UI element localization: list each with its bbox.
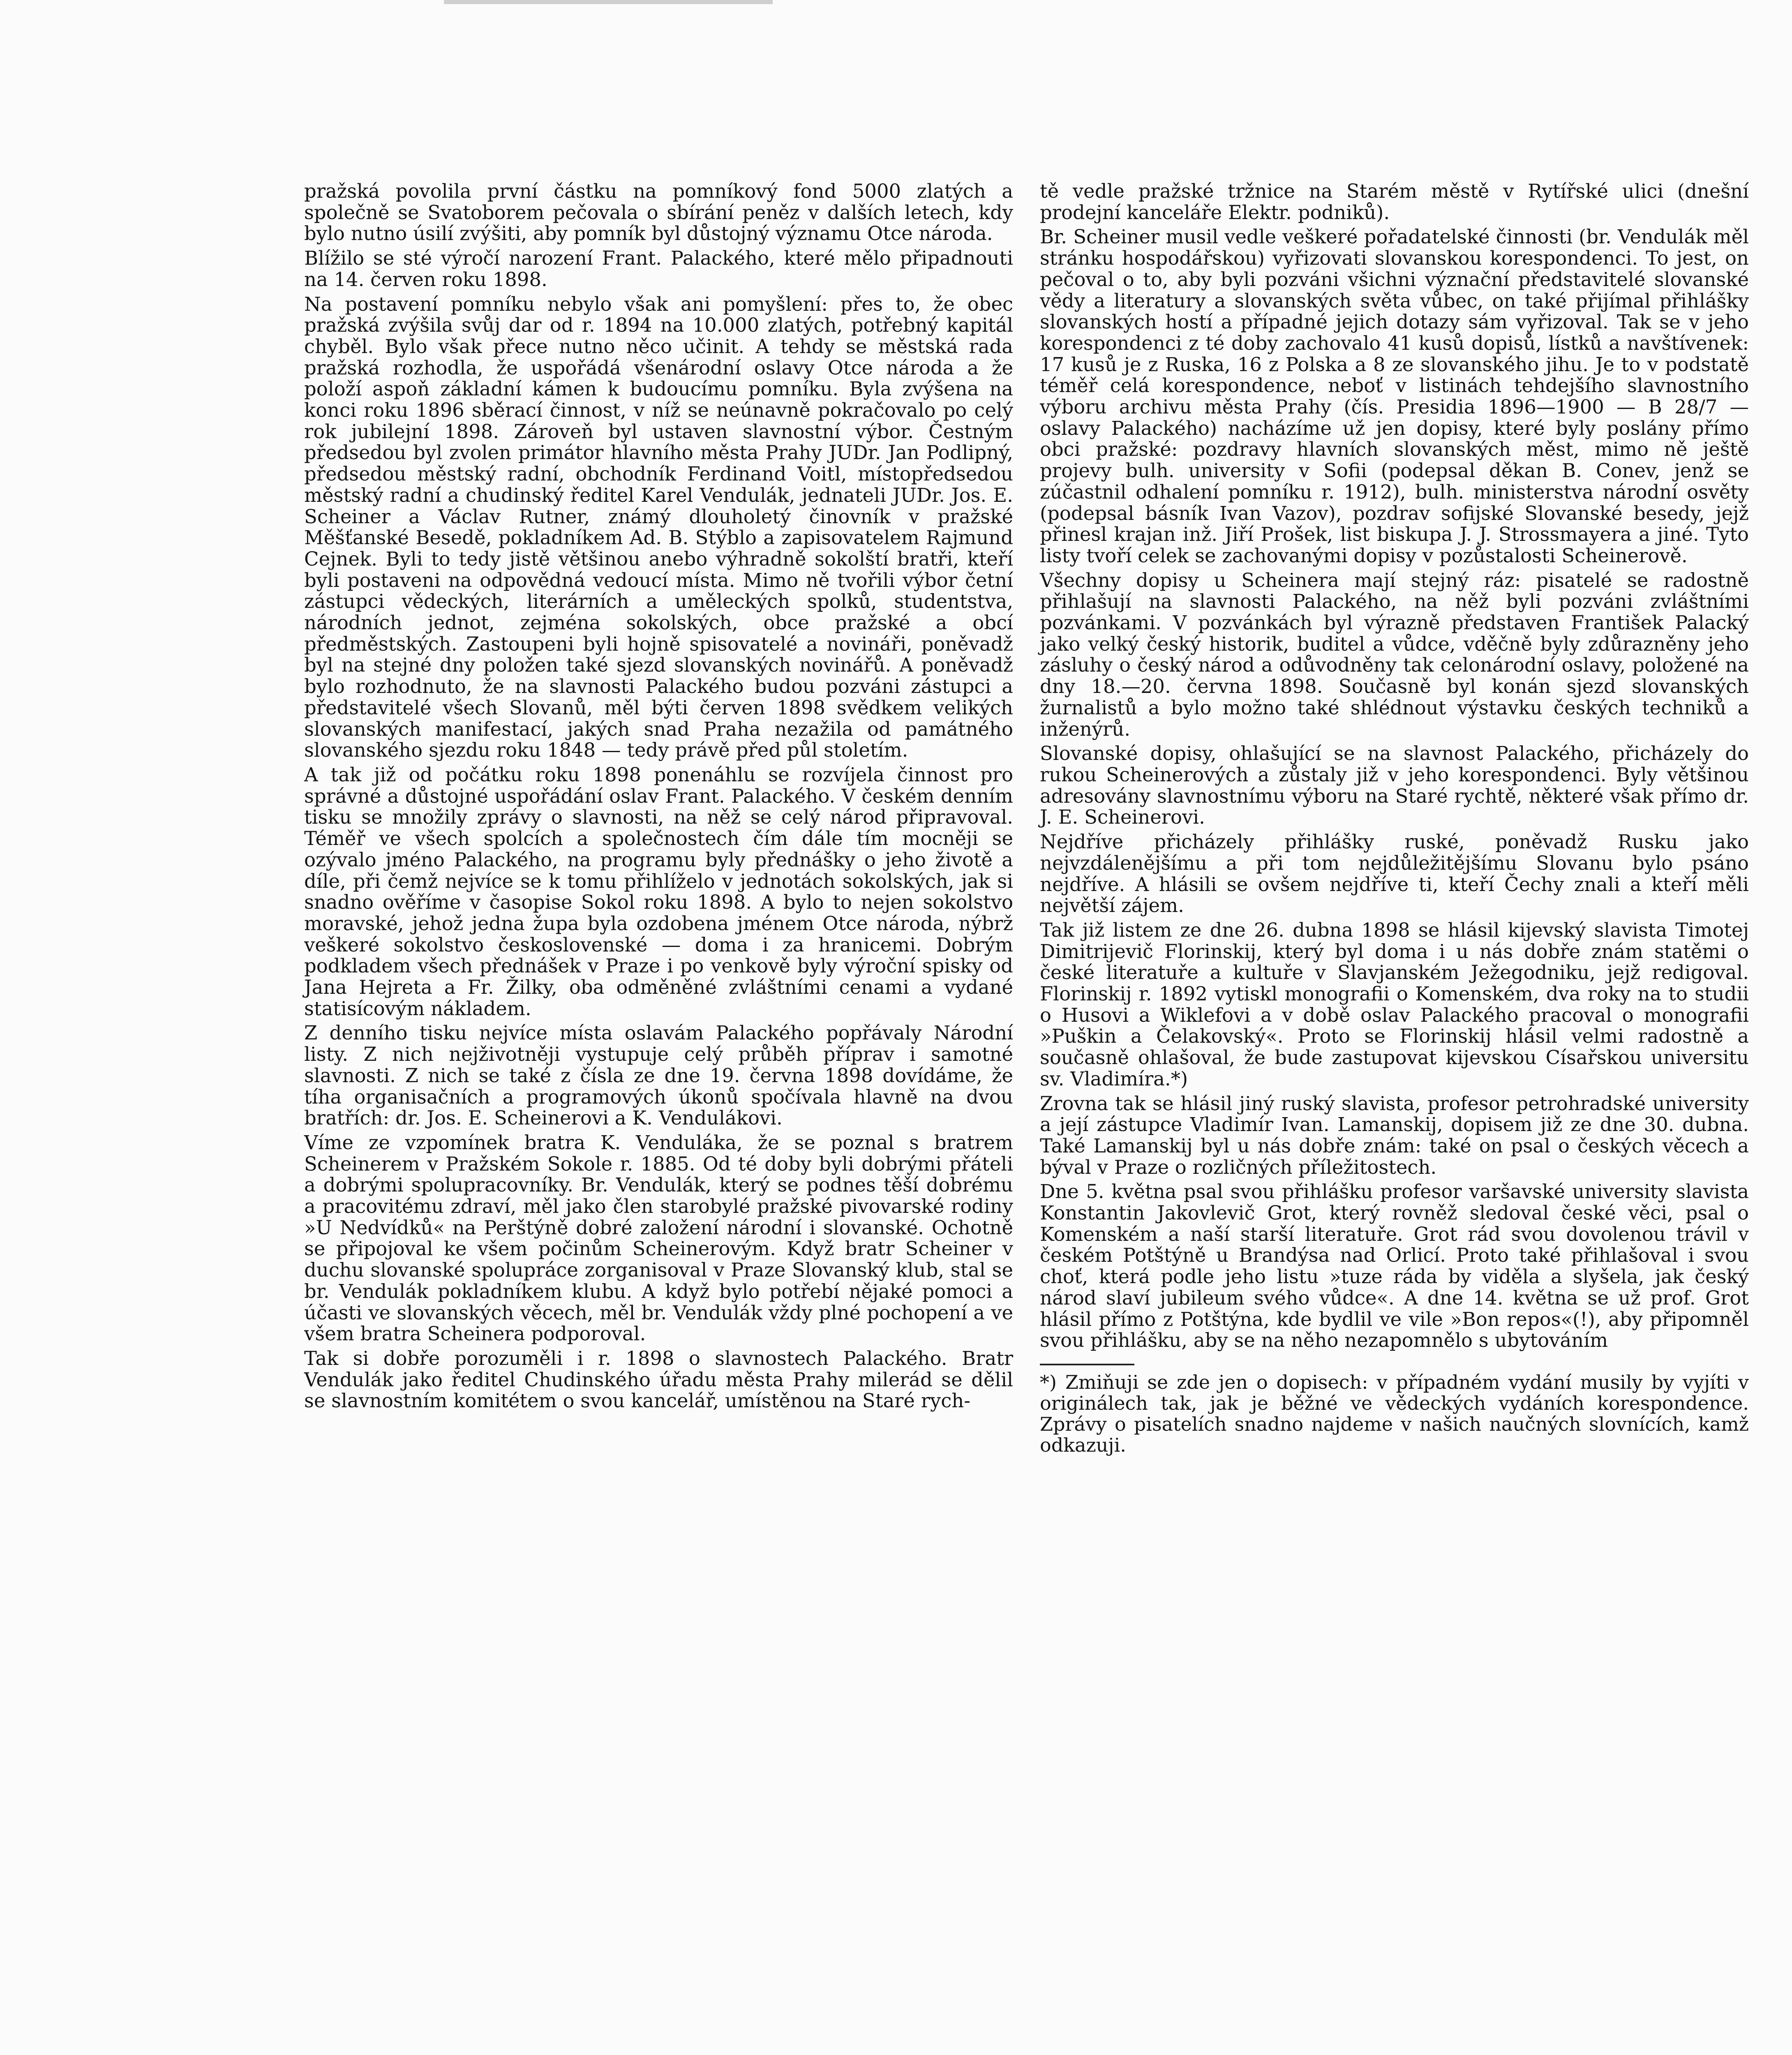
paragraph: A tak již od počátku roku 1898 ponenáhlu se rozvíjela činnost pro správné a důstojné uspořádání oslav Frant. Palackého. V českém denním tisku se množily zprávy o slavnosti, na něž se celý národ připravoval. Téměř ve všech spolcích a společnostech čím dále tím mocněji se ozývalo jméno Palackého, na programu byly přednášky o jeho životě a díle, při čemž nejvíce se k tomu přihlíželo v jednotách sokolských, jak si snadno ověříme v časopise Sokol roku 1898. A bylo to nejen sokolstvo moravské, jehož jedna župa byla ozdobena jménem Otce národa, nýbrž veškeré sokolstvo československé — doma i za hranicemi. Dobrým podkladem všech přednášek v Praze i po venkově byly výroční spisky od Jana Hejreta a Fr. Žilky, oba odměněné zvláštními cenami a vydané statisícovým nákladem. (304, 763, 1013, 1020)
paragraph: Blížilo se sté výročí narození Frant. Palackého, které mělo připadnouti na 14. červen roku 1898. (304, 247, 1013, 291)
scan-edge-top (444, 0, 773, 4)
footnote-divider (1040, 1364, 1134, 1365)
footnote: *) Zmiňuji se zde jen o dopisech: v případném vydání musily by vyjíti v originálech tak, jak je běžné ve vědeckých vydáních korespondence. Zprávy o pisatelích snadno najdeme v našich naučných slovnících, kamž odkazuji. (1040, 1371, 1749, 1457)
paragraph: Dne 5. května psal svou přihlášku profesor varšavské university slavista Konstantin Jakovlevič Grot, který rovněž sledoval české věci, psal o Komenském a naší starší literatuře. Grot rád svou dovolenou trávil v českém Potštýně u Brandýsa nad Orlicí. Proto také přihlašoval i svou choť, která podle jeho listu »tuze ráda by viděla a slyšela, jak český národ slaví jubileum svého vůdce«. A dne 14. května se už prof. Grot hlásil přímo z Potštýna, kde bydlil ve vile »Bon repos«(!), aby připomněl svou přihlášku, aby se na něho nezapomnělo s ubytováním (1040, 1180, 1749, 1352)
right-column (1040, 181, 1749, 1459)
paragraph: Slovanské dopisy, ohlašující se na slavnost Palackého, přicházely do rukou Scheinerových a zůstaly již v jeho korespondenci. Byly většinou adresovány slavnostnímu výboru na Staré rychtě, některé však přímo dr. J. E. Scheinerovi. (1040, 742, 1749, 829)
paragraph: Všechny dopisy u Scheinera mají stejný ráz: pisatelé se radostně přihlašují na slavnosti Palackého, na něž byli pozváni zvláštními pozvánkami. V pozvánkách byl výrazně představen František Palacký jako velký český historik, buditel a vůdce, vděčně byly zdůrazněny jeho zásluhy o český národ a odůvodněny tak celonárodní oslavy, položené na dny 18.—20. června 1898. Současně byl konán sjezd slovanských žurnalistů a bylo možno také shlédnout výstavku českých techniků a inženýrů. (1040, 569, 1749, 740)
paragraph: Tak již listem ze dne 26. dubna 1898 se hlásil kijevský slavista Timotej Dimitrijevič Florinskij, který byl doma i u nás dobře znám statěmi o české literatuře a kultuře v Slavjanském Ježegodniku, jejž redigoval. Florinskij r. 1892 vytiskl monografii o Komenském, dva roky na to studii o Husovi a Wiklefovi a v době oslav Palackého pracoval o monografii »Puškin a Čelakovský«. Proto se Florinskij hlásil velmi radostně a současně ohlašoval, že bude zastupovat kijevskou Císařskou universitu sv. Vladimíra.*) (1040, 919, 1749, 1090)
paragraph: Na postavení pomníku nebylo však ani pomyšlení: přes to, že obec pražská zvýšila svůj dar od r. 1894 na 10.000 zlatých, potřebný kapitál chyběl. Bylo však přece nutno něco učinit. A tehdy se městská rada pražská rozhodla, že uspořádá všenárodní oslavy Otce národa a že položí aspoň základní kámen k budoucímu pomníku. Byla zvýšena na konci roku 1896 sběrací činnost, v níž se neúnavně pokračovalo po celý rok jubilejní 1898. Zároveň byl ustaven slavnostní výbor. Čestným předsedou byl zvolen primátor hlavního města Prahy JUDr. Jan Podlipný, předsedou městský radní, obchodník Ferdinand Voitl, místopředsedou městský radní a chudinský ředitel Karel Vendulák, jednateli JUDr. Jos. E. Scheiner a Václav Rutner, známý dlouholetý činovník v pražské Měšťanské Besedě, pokladníkem Ad. B. Stýblo a zapisovatelem Rajmund Cejnek. Byli to tedy jistě většinou anebo výhradně sokolští bratři, kteří byli postaveni na odpovědná vedoucí místa. Mimo ně tvořili výbor četní zástupci vědeckých, literárních a uměleckých spolků, studentstva, národních jednot, zejména sokolských, obce pražské a obcí předměstských. Zastoupeni byli hojně spisovatelé a novináři, poněvadž byl na stejné dny položen také sjezd slovanských novinářů. A poněvadž bylo rozhodnuto, že na slavnosti Palackého budou pozváni zástupci a představitelé všech Slovanů, měl býti červen 1898 svědkem velikých slovanských manifestací, jakých snad Praha nezažila od památného slovanského sjezdu roku 1848 — tedy právě před půl stoletím. (304, 293, 1013, 762)
paragraph: Z denního tisku nejvíce místa oslavám Palackého popřávaly Národní listy. Z nich nejživotněji vystupuje celý průběh příprav i samotné slavnosti. Z nich se také z čísla ze dne 19. června 1898 dovídáme, že tíha organisačních a programových úkonů spočívala hlavně na dvou bratřích: dr. Jos. E. Scheinerovi a K. Vendulákovi. (304, 1022, 1013, 1129)
paragraph: tě vedle pražské tržnice na Starém městě v Rytířské ulici (dnešní prodejní kanceláře Elektr. podniků). (1040, 180, 1749, 224)
paragraph: Nejdříve přicházely přihlášky ruské, poněvadž Rusku jako nejvzdálenějšímu a při tom nejdůležitějšímu Slovanu bylo psáno nejdříve. A hlásili se ovšem nejdříve ti, kteří Čechy znali a kteří měli největší zájem. (1040, 831, 1749, 917)
paragraph: Tak si dobře porozuměli i r. 1898 o slavnostech Palackého. Bratr Vendulák jako ředitel Chudinského úřadu města Prahy milerád se dělil se slavnostním komitétem o svou kancelář, umístěnou na Staré rych- (304, 1347, 1013, 1412)
left-column (304, 181, 1013, 1415)
paragraph: pražská povolila první částku na pomníkový fond 5000 zlatých a společně se Svatoborem pečovala o sbírání peněz v dalších letech, kdy bylo nutno úsilí zvýšiti, aby pomník byl důstojný významu Otce národa. (304, 180, 1013, 245)
paragraph: Víme ze vzpomínek bratra K. Venduláka, že se poznal s bratrem Scheinerem v Pražském Sokole r. 1885. Od té doby byli dobrými přáteli a dobrými spolupracovníky. Br. Vendulák, který se podnes těší dobrému a pracovitému zdraví, měl jako člen starobylé pražské pivovarské rodiny »U Nedvídků« na Perštýně dobré založení národní i slovanské. Ochotně se připojoval ke všem počinům Scheinerovým. Když bratr Scheiner v duchu slovanské spolupráce zorganisoval v Praze Slovanský klub, stal se br. Vendulák pokladníkem klubu. A když bylo potřebí nějaké pomoci a účasti ve slovanských věcech, měl br. Vendulák vždy plné pochopení a ve všem bratra Scheinera podporoval. (304, 1131, 1013, 1345)
paragraph: Br. Scheiner musil vedle veškeré pořadatelské činnosti (br. Vendulák měl stránku hospodářskou) vyřizovati slovanskou korespondenci. To jest, on pečoval o to, aby byli pozváni všichni význační představitelé slovanské vědy a literatury a slovanských světa vůbec, on také přijímal přihlášky slovanských hostí a případné jejich dotazy sám vyřizoval. Tak se v jeho korespondenci z té doby zachovalo 41 kusů dopisů, lístků a navštívenek: 17 kusů je z Ruska, 16 z Polska a 8 ze slovanského jihu. Je to v podstatě téměř celá korespondence, neboť v listinách tehdejšího slavnostního výboru archivu města Prahy (čís. Presidia 1896—1900 — B 28/7 — oslavy Palackého) nacházíme už jen dopisy, které byly poslány přímo obci pražské: pozdravy hlavních slovanských měst, mimo ně ještě projevy bulh. university v Sofii (podepsal děkan B. Conev, jenž se zúčastnil odhalení pomníku r. 1912), bulh. ministerstva národní osvěty (podepsal básník Ivan Vazov), pozdrav sofijské Slovanské besedy, jejž přinesl krajan inž. Jiří Prošek, list biskupa J. J. Strossmayera a jiné. Tyto listy tvoří celek se zachovanými dopisy v pozůstalosti Scheinerově. (1040, 226, 1749, 567)
paragraph: Zrovna tak se hlásil jiný ruský slavista, profesor petrohradské university a její zástupce Vladimír Ivan. Lamanskij, dopisem již ze dne 30. dubna. Také Lamanskij byl u nás dobře znám: také on psal o českých věcech a býval v Praze o rozličných příležitostech. (1040, 1092, 1749, 1178)
